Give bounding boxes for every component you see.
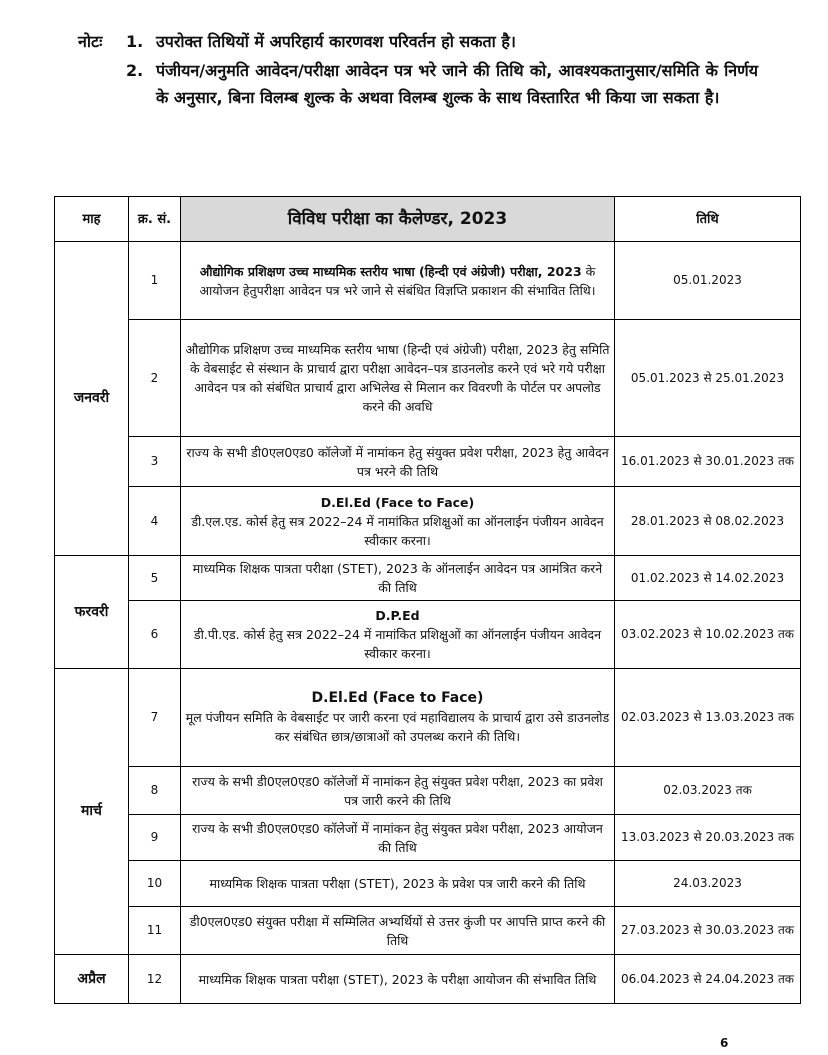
date-cell: 13.03.2023 से 20.03.2023 तक	[615, 815, 801, 861]
table-row	[55, 815, 801, 861]
description-cell: माध्यमिक शिक्षक पात्रता परीक्षा (STET), 2023 के ऑनलाईन आवेदन पत्र आमंत्रित करने की तिथि	[181, 556, 615, 601]
sno-cell: 2	[129, 320, 181, 437]
table-row	[55, 437, 801, 487]
date-cell: 02.03.2023 तक	[615, 767, 801, 815]
sno-cell: 3	[129, 437, 181, 487]
note-1	[78, 28, 758, 55]
note-label: नोटः	[78, 32, 103, 51]
table-row	[55, 861, 801, 907]
description-text: डी.पी.एड. कोर्स हेतु सत्र 2022–24 में नामांकित प्रशिक्षुओं का ऑनलाईन पंजीयन आवेदन स्वीकार करना।	[193, 627, 602, 661]
table-row	[55, 907, 801, 955]
note-text: उपरोक्त तिथियों में अपरिहार्य कारणवश परिवर्तन हो सकता है।	[156, 32, 516, 51]
table-row	[55, 242, 801, 320]
header-title: विविध परीक्षा का कैलेण्डर, 2023	[181, 197, 615, 242]
description-text: के आयोजन हेतुपरीक्षा आवेदन पत्र भरे जाने से संबंधित विज्ञप्ति प्रकाशन की संभावित तिथि।	[199, 263, 596, 298]
description-cell	[181, 669, 615, 767]
sno-cell: 1	[129, 242, 181, 320]
table-row	[55, 955, 801, 1004]
description-cell	[181, 487, 615, 556]
date-cell: 28.01.2023 से 08.02.2023	[615, 487, 801, 556]
sno-cell: 7	[129, 669, 181, 767]
description-cell: राज्य के सभी डी0एल0एड0 कॉलेजों में नामांकन हेतु संयुक्त प्रवेश परीक्षा, 2023 आयोजन की तिथि	[181, 815, 615, 861]
month-cell: अप्रैल	[55, 955, 129, 1004]
description-cell: डी0एल0एड0 संयुक्त परीक्षा में सम्मिलित अभ्यर्थियों से उत्तर कुंजी पर आपत्ति प्राप्त करने की तिथि	[181, 907, 615, 955]
exam-calendar-table	[54, 196, 801, 1004]
description-bold: औद्योगिक प्रशिक्षण उच्च माध्यमिक स्तरीय भाषा (हिन्दी एवं अंग्रेजी) परीक्षा, 2023	[199, 263, 582, 279]
date-cell: 05.01.2023 से 25.01.2023	[615, 320, 801, 437]
date-cell: 27.03.2023 से 30.03.2023 तक	[615, 907, 801, 955]
description-bold: D.P.Ed	[375, 608, 420, 623]
sno-cell: 12	[129, 955, 181, 1004]
sno-cell: 8	[129, 767, 181, 815]
description-cell: औद्योगिक प्रशिक्षण उच्च माध्यमिक स्तरीय भाषा (हिन्दी एवं अंग्रेजी) परीक्षा, 2023 हेतु समिति के वेबसाईट से संस्थान के प्राचार्य द्वारा परीक्षा आवेदन–पत्र डाउनलोड करने एवं भरे गये परीक्षा आवेदन पत्र को संबंधित प्राचार्य द्वारा अभिलेख से मिलान कर विवरणी के पोर्टल पर अपलोड करने की अवधि	[181, 320, 615, 437]
sno-cell: 10	[129, 861, 181, 907]
month-cell: फरवरी	[55, 556, 129, 669]
date-cell: 16.01.2023 से 30.01.2023 तक	[615, 437, 801, 487]
header-sno: क्र. सं.	[129, 197, 181, 242]
description-bold: D.El.Ed (Face to Face)	[311, 690, 484, 706]
date-cell: 06.04.2023 से 24.04.2023 तक	[615, 955, 801, 1004]
sno-cell: 4	[129, 487, 181, 556]
sno-cell: 5	[129, 556, 181, 601]
month-cell: मार्च	[55, 669, 129, 955]
table-header-row	[55, 197, 801, 242]
month-cell: जनवरी	[55, 242, 129, 556]
table-row	[55, 601, 801, 669]
description-cell	[181, 601, 615, 669]
description-cell: माध्यमिक शिक्षक पात्रता परीक्षा (STET), 2023 के प्रवेश पत्र जारी करने की तिथि	[181, 861, 615, 907]
date-cell: 05.01.2023	[615, 242, 801, 320]
description-text: मूल पंजीयन समिति के वेबसाईट पर जारी करना एवं महाविद्यालय के प्राचार्य द्वारा उसे डाउनलोड कर संबंधित छात्र/छात्राओं को उपलब्ध कराने की तिथि।	[185, 710, 610, 744]
note-text: पंजीयन/अनुमति आवेदन/परीक्षा आवेदन पत्र भरे जाने की तिथि को, आवश्यकतानुसार/समिति के निर्णय के अनुसार, बिना विलम्ब शुल्क के अथवा विलम्ब शुल्क के साथ विस्तारित भी किया जा सकता है।	[156, 61, 758, 107]
header-month: माह	[55, 197, 129, 242]
date-cell: 02.03.2023 से 13.03.2023 तक	[615, 669, 801, 767]
table-row	[55, 669, 801, 767]
date-cell: 03.02.2023 से 10.02.2023 तक	[615, 601, 801, 669]
notes-section	[78, 28, 758, 111]
sno-cell: 6	[129, 601, 181, 669]
date-cell: 24.03.2023	[615, 861, 801, 907]
table-row	[55, 767, 801, 815]
description-bold: D.El.Ed (Face to Face)	[320, 494, 475, 510]
sno-cell: 9	[129, 815, 181, 861]
note-number: 1.	[126, 32, 144, 51]
table-row	[55, 556, 801, 601]
sno-cell: 11	[129, 907, 181, 955]
description-text: डी.एल.एड. कोर्स हेतु सत्र 2022–24 में नामांकित प्रशिक्षुओं का ऑनलाईन पंजीयन आवेदन स्वीकार करना।	[191, 513, 604, 548]
description-cell: राज्य के सभी डी0एल0एड0 कॉलेजों में नामांकन हेतु संयुक्त प्रवेश परीक्षा, 2023 का प्रवेश पत्र जारी करने की तिथि	[181, 767, 615, 815]
date-cell: 01.02.2023 से 14.02.2023	[615, 556, 801, 601]
note-2	[78, 57, 758, 111]
note-number: 2.	[126, 61, 144, 80]
header-date: तिथि	[615, 197, 801, 242]
description-cell	[181, 242, 615, 320]
table-row	[55, 320, 801, 437]
description-cell: माध्यमिक शिक्षक पात्रता परीक्षा (STET), 2023 के परीक्षा आयोजन की संभावित तिथि	[181, 955, 615, 1004]
page-number: 6	[720, 1036, 729, 1050]
table-row	[55, 487, 801, 556]
description-cell: राज्य के सभी डी0एल0एड0 कॉलेजों में नामांकन हेतु संयुक्त प्रवेश परीक्षा, 2023 हेतु आवेदन पत्र भरने की तिथि	[181, 437, 615, 487]
